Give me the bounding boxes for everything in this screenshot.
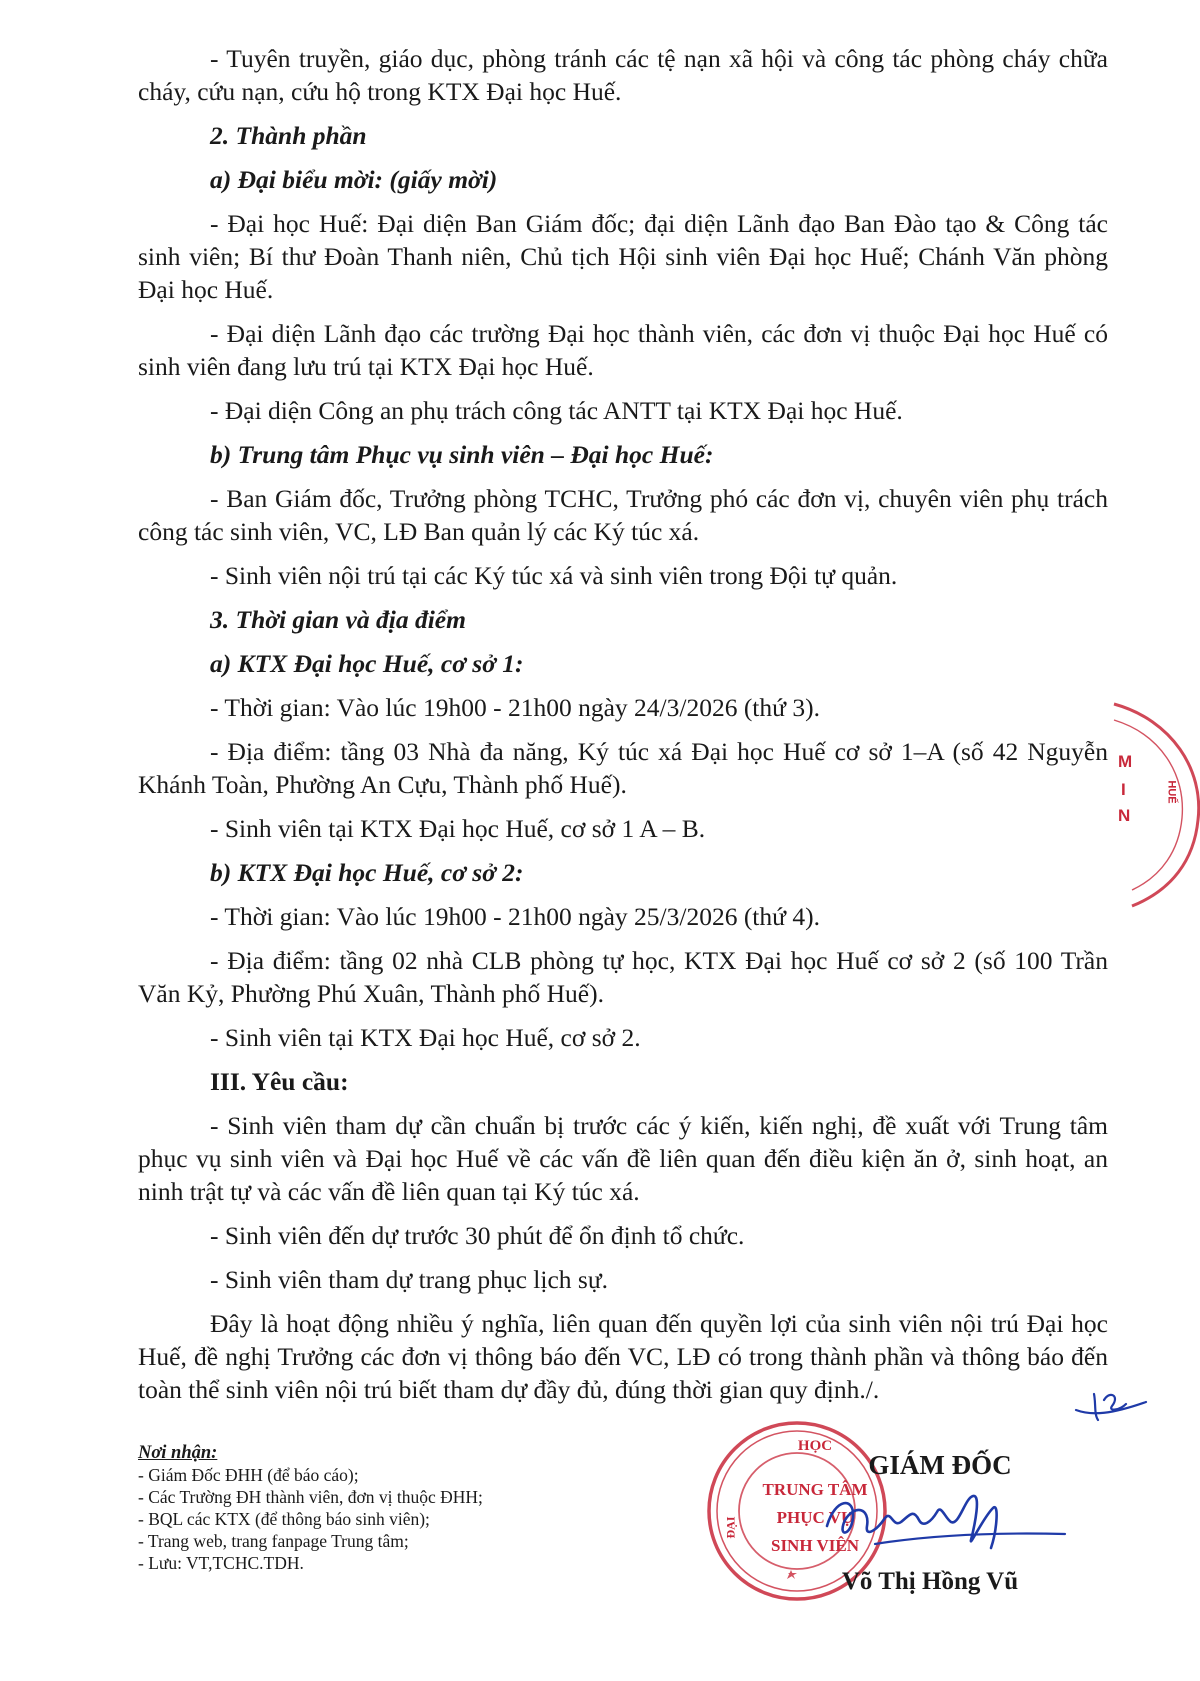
seal-top-word: HỌC xyxy=(797,1438,833,1454)
body-paragraph: - Đại diện Công an phụ trách công tác ANTT tại KTX Đại học Huế. xyxy=(210,396,903,425)
seal-line-1: TRUNG TÂM xyxy=(762,1480,868,1499)
handwritten-signature xyxy=(815,1478,1075,1558)
receiver-item: - Trang web, trang fanpage Trung tâm; xyxy=(138,1531,409,1551)
seal-side-word: ĐẠI xyxy=(723,1516,738,1539)
section-heading: 3. Thời gian và địa điểm xyxy=(210,605,466,634)
body-paragraph: Đây là hoạt động nhiều ý nghĩa, liên quan đến quyền lợi của sinh viên nội trú Đại học Huế, đề nghị Trưởng các đơn vị thông báo đến VC, LĐ có trong thành phần và thông báo đến toàn thể sinh viên nội trú biết tham dự đầy đủ, đúng thời gian quy định./. xyxy=(138,1309,1108,1404)
body-paragraph: - Sinh viên tại KTX Đại học Huế, cơ sở 1 A – B. xyxy=(210,814,706,843)
edge-seal-side-word: HUẾ xyxy=(1165,780,1178,804)
section-heading: 2. Thành phần xyxy=(210,121,367,150)
body-paragraph: - Tuyên truyền, giáo dục, phòng tránh các tệ nạn xã hội và công tác phòng cháy chữa cháy, cứu nạn, cứu hộ trong KTX Đại học Huế. xyxy=(138,44,1108,106)
body-paragraph: - Sinh viên tham dự trang phục lịch sự. xyxy=(210,1265,609,1294)
edge-seal-char: I xyxy=(1121,780,1126,799)
edge-seal-char: M xyxy=(1118,752,1133,771)
body-paragraph: - Sinh viên tham dự cần chuẩn bị trước các ý kiến, kiến nghị, đề xuất với Trung tâm phục vụ sinh viên và Đại học Huế về các vấn đề liên quan đến điều kiện ăn ở, sinh hoạt, an ninh trật tự và các vấn đề liên quan tại Ký túc xá. xyxy=(138,1111,1108,1206)
receiver-item: - Giám Đốc ĐHH (để báo cáo); xyxy=(138,1465,359,1485)
section-heading: a) Đại biểu mời: (giấy mời) xyxy=(210,165,498,194)
signature-title: GIÁM ĐỐC xyxy=(868,1450,1012,1480)
body-paragraph: - Thời gian: Vào lúc 19h00 - 21h00 ngày 24/3/2026 (thứ 3). xyxy=(210,693,820,722)
seal-line-2: PHỤC VỤ xyxy=(776,1508,854,1527)
receivers-block xyxy=(138,1442,678,1574)
section-heading: b) KTX Đại học Huế, cơ sở 2: xyxy=(210,858,524,887)
body-paragraph: - Sinh viên đến dự trước 30 phút để ổn định tổ chức. xyxy=(210,1221,745,1250)
edge-seal-char: N xyxy=(1118,806,1131,825)
edge-seal-arc xyxy=(1112,700,1200,910)
receiver-item: - BQL các KTX (để thông báo sinh viên); xyxy=(138,1509,430,1529)
section-heading: III. Yêu cầu: xyxy=(210,1067,349,1096)
body-paragraph: - Địa điểm: tầng 02 nhà CLB phòng tự học, KTX Đại học Huế cơ sở 2 (số 100 Trần Văn Kỷ, Phường Phú Xuân, Thành phố Huế). xyxy=(138,946,1108,1008)
initials-mark xyxy=(1072,1380,1152,1425)
body-paragraph: - Đại học Huế: Đại diện Ban Giám đốc; đại diện Lãnh đạo Ban Đào tạo & Công tác sinh viên; Bí thư Đoàn Thanh niên, Chủ tịch Hội sinh viên Đại học Huế; Chánh Văn phòng Đại học Huế. xyxy=(138,209,1108,304)
receiver-item: - Các Trường ĐH thành viên, đơn vị thuộc ĐHH; xyxy=(138,1487,483,1507)
body-paragraph: - Sinh viên tại KTX Đại học Huế, cơ sở 2. xyxy=(210,1023,641,1052)
section-heading: b) Trung tâm Phục vụ sinh viên – Đại học Huế: xyxy=(210,440,714,469)
body-paragraph: - Đại diện Lãnh đạo các trường Đại học thành viên, các đơn vị thuộc Đại học Huế có sinh viên đang lưu trú tại KTX Đại học Huế. xyxy=(138,319,1108,381)
signer-name: Võ Thị Hồng Vũ xyxy=(841,1568,1019,1595)
body-paragraph: - Địa điểm: tầng 03 Nhà đa năng, Ký túc xá Đại học Huế cơ sở 1–A (số 42 Nguyễn Khánh Toàn, Phường An Cựu, Thành phố Huế). xyxy=(138,737,1108,799)
receiver-item: - Lưu: VT,TCHC.TDH. xyxy=(138,1553,304,1573)
receivers-title: Nơi nhận: xyxy=(138,1443,218,1463)
document-body xyxy=(138,42,1108,1417)
body-paragraph: - Sinh viên nội trú tại các Ký túc xá và sinh viên trong Đội tự quản. xyxy=(210,561,898,590)
edge-seal-fragment xyxy=(1112,700,1200,910)
body-paragraph: - Thời gian: Vào lúc 19h00 - 21h00 ngày 25/3/2026 (thứ 4). xyxy=(210,902,820,931)
seal-line-3: SINH VIÊN xyxy=(770,1536,860,1555)
body-paragraph: - Ban Giám đốc, Trưởng phòng TCHC, Trưởng phó các đơn vị, chuyên viên phụ trách công tác sinh viên, VC, LĐ Ban quản lý các Ký túc xá. xyxy=(138,484,1108,546)
section-heading: a) KTX Đại học Huế, cơ sở 1: xyxy=(210,649,524,678)
signature-block xyxy=(720,1420,1100,1610)
